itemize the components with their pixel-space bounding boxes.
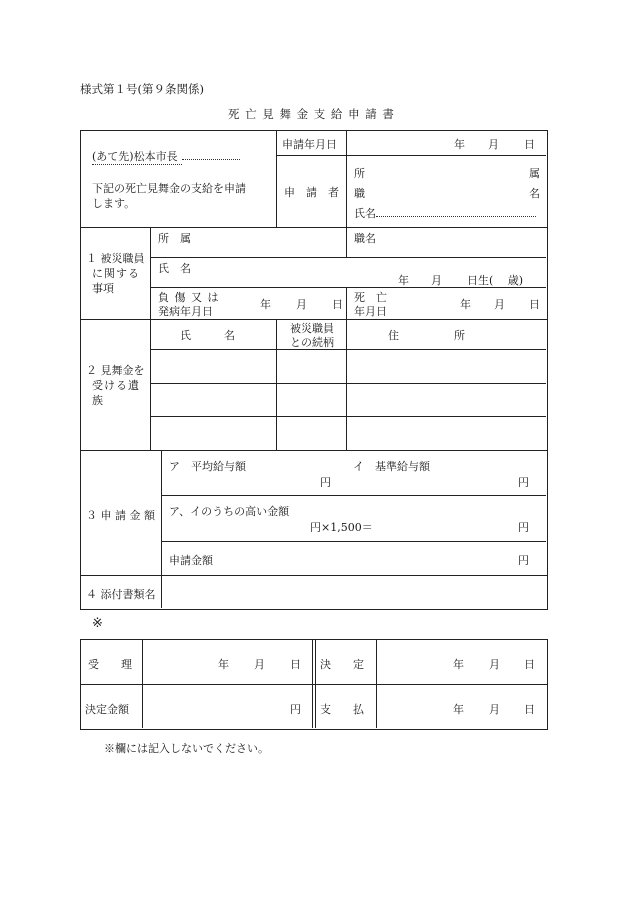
s1-injury-label-2: 発病年月日 <box>158 305 213 318</box>
s3-higher-amount-yen: 円 <box>518 521 529 534</box>
s1-death-label-1: 死 亡 <box>354 291 387 304</box>
s1-title-1: １ 被災職員 <box>86 252 145 265</box>
office-decision-day: 日 <box>524 658 535 671</box>
s3-base-wage-yen: 円 <box>518 476 529 489</box>
s4-title: ４ 添付書類名 <box>86 588 156 601</box>
s2-row3-address-cell[interactable] <box>348 418 544 448</box>
s1-birth-year: 年 <box>398 274 409 287</box>
form-title: 死 亡 見 舞 金 支 給 申 請 書 <box>228 107 395 121</box>
applicant-label: 申 請 者 <box>284 186 339 199</box>
addressee-text: (あて先)松本市長 <box>92 148 182 165</box>
office-decision-month: 月 <box>489 658 500 671</box>
section4-top-line <box>80 575 547 576</box>
addressee <box>92 148 240 165</box>
s2-title-2: 受ける遺 <box>92 379 140 392</box>
office-payment-month: 月 <box>489 703 500 716</box>
s2-col-divider-1 <box>276 319 277 450</box>
s2-col-relation-1: 被災職員 <box>290 322 334 335</box>
s1-name-label: 氏 名 <box>158 262 191 275</box>
s4-attachments-field[interactable] <box>163 577 544 606</box>
applicant-affiliation-label: 所 <box>354 167 365 180</box>
applicant-name-label: 氏名 <box>354 207 376 220</box>
s1-birth-day-age: 日生( 歳) <box>467 274 524 287</box>
s1-injury-month: 月 <box>296 298 307 311</box>
header-row-line <box>276 155 546 156</box>
form-number: 様式第１号(第９条関係) <box>80 82 204 96</box>
s1-row3-divider <box>346 287 347 319</box>
application-date-month: 月 <box>488 138 499 151</box>
s3-row-line-1 <box>161 495 546 496</box>
s1-death-month: 月 <box>494 298 505 311</box>
s2-col-relation-2: との続柄 <box>290 336 334 349</box>
s2-row1-address-cell[interactable] <box>348 351 544 381</box>
s2-header-line <box>150 349 546 350</box>
s1-row-line-1 <box>150 257 546 258</box>
s1-row1-divider <box>346 227 347 257</box>
s1-left-divider <box>150 227 151 319</box>
s1-death-year: 年 <box>460 298 471 311</box>
s2-col-divider-2 <box>346 319 347 450</box>
s3-row-line-2 <box>161 541 546 542</box>
s1-injury-day: 日 <box>332 298 343 311</box>
office-mark: ※ <box>92 616 103 631</box>
s2-col-name: 氏 名 <box>180 329 235 342</box>
applicant-affiliation-label-end: 属 <box>529 167 540 180</box>
office-received-year: 年 <box>218 658 229 671</box>
applicant-name <box>354 205 536 221</box>
s1-death-day: 日 <box>529 298 540 311</box>
s3-multiplier-text: 円×1,500＝ <box>310 521 373 534</box>
header-divider-2 <box>346 130 347 227</box>
header-divider-1 <box>276 130 277 227</box>
s2-title-1: ２ 見舞金を <box>86 364 145 377</box>
s2-row2-address-cell[interactable] <box>348 385 544 414</box>
addressee-blank[interactable] <box>182 159 240 160</box>
s1-position-label: 職名 <box>354 232 376 245</box>
s2-row1-relation-cell[interactable] <box>278 351 344 381</box>
s3-avg-wage-label: ア 平均給与額 <box>169 460 246 473</box>
s1-affiliation-label: 所 属 <box>158 232 191 245</box>
application-date-label: 申請年月日 <box>282 138 337 151</box>
office-decision-year: 年 <box>453 658 464 671</box>
application-date-year: 年 <box>454 138 465 151</box>
office-received-label: 受 理 <box>88 658 132 671</box>
office-payment-label: 支 払 <box>320 703 364 716</box>
s2-row-line-1 <box>150 383 546 384</box>
office-decided-amount-yen: 円 <box>290 703 301 716</box>
applicant-name-field[interactable] <box>376 216 536 217</box>
applicant-position-label-end: 名 <box>529 187 540 200</box>
section3-top-line <box>80 450 547 451</box>
s2-row2-relation-cell[interactable] <box>278 385 344 414</box>
s2-title-3: 族 <box>92 394 103 407</box>
s2-row-line-2 <box>150 416 546 417</box>
office-received-day: 日 <box>290 658 301 671</box>
office-received-month: 月 <box>254 658 265 671</box>
application-date-day: 日 <box>524 138 535 151</box>
s2-row3-relation-cell[interactable] <box>278 418 344 448</box>
s2-row2-name-cell[interactable] <box>152 385 274 414</box>
s1-injury-year: 年 <box>260 298 271 311</box>
s3-title: ３ 申 請 金 額 <box>86 509 155 522</box>
s3-avg-wage-yen: 円 <box>320 476 331 489</box>
s3-left-divider <box>161 450 162 608</box>
s2-col-address: 住 所 <box>388 329 465 342</box>
s1-title-2: に関する <box>92 267 140 280</box>
request-text-1: 下記の死亡見舞金の支給を申請 <box>92 182 246 195</box>
s2-row1-name-cell[interactable] <box>152 351 274 381</box>
s1-title-3: 事項 <box>92 282 114 295</box>
s2-left-divider <box>150 319 151 450</box>
s1-injury-label-1: 負 傷 又 は <box>158 291 220 304</box>
s1-death-label-2: 年月日 <box>354 305 387 318</box>
office-decision-label: 決 定 <box>320 658 364 671</box>
s1-birth-month: 月 <box>431 274 442 287</box>
footer-note: ※欄には記入しないでください。 <box>104 742 269 755</box>
office-payment-day: 日 <box>524 703 535 716</box>
s3-base-wage-label: イ 基準給与額 <box>353 460 430 473</box>
office-row-line <box>80 684 547 685</box>
applicant-position-label: 職 <box>354 187 365 200</box>
request-text-2: します。 <box>92 197 136 210</box>
office-payment-year: 年 <box>453 703 464 716</box>
s3-claim-amount-yen: 円 <box>518 554 529 567</box>
s3-claim-amount-label: 申請金額 <box>169 554 213 567</box>
office-decided-amount-label: 決定金額 <box>85 703 129 716</box>
s3-higher-amount-label: ア、イのうちの高い金額 <box>169 505 290 518</box>
s2-row3-name-cell[interactable] <box>152 418 274 448</box>
